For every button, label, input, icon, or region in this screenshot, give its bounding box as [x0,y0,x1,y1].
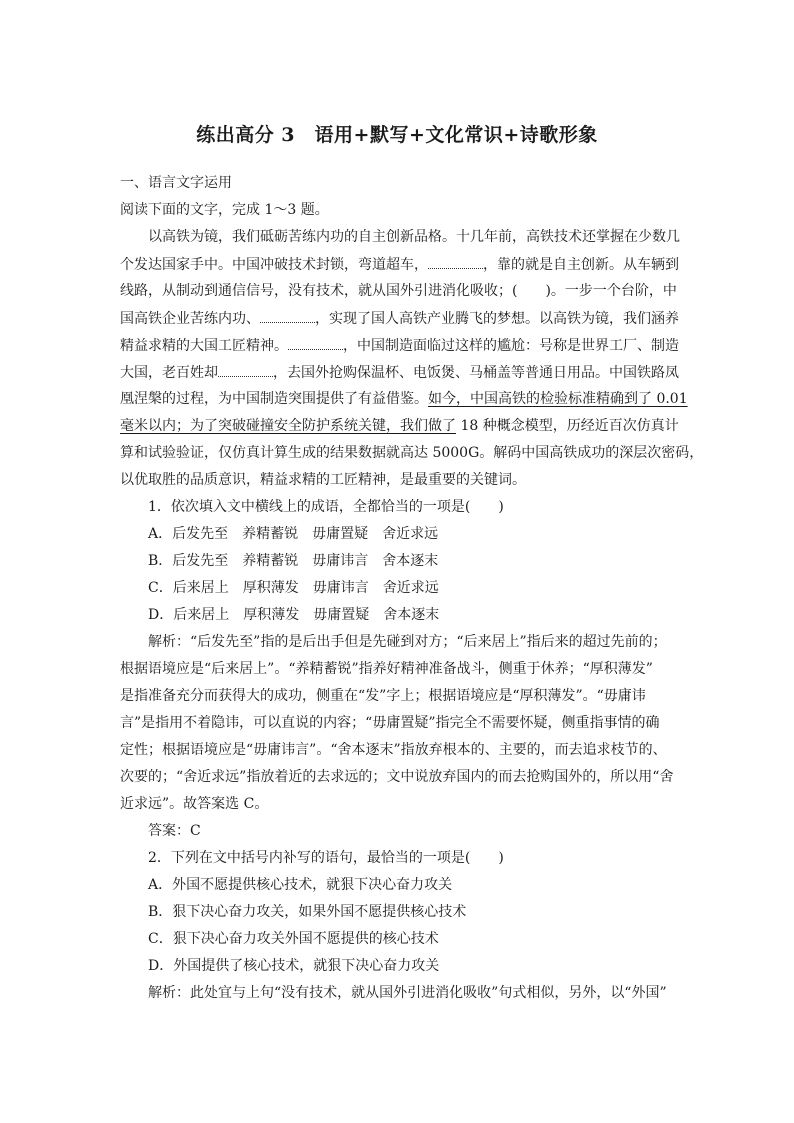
analysis-line: 定性；根据语境应是“毋庸讳言”。“舍本逐末”指放弃根本的、主要的，而去追求枝节的、 [120,742,667,758]
question-1 [120,494,676,845]
page-title: 练出高分 3 语用+默写+文化常识+诗歌形象 [196,124,598,146]
passage-line: 以优取胜的品质意识，精益求精的工匠精神，是最重要的关键词。 [120,472,526,488]
question-stem: 2．下列在文中括号内补写的语句，最恰当的一项是( ) [148,850,504,866]
analysis-line: 次要的；“舍近求远”指放着近的去求远的；文中说放弃国内的而去抢购国外的，所以用“舍 [120,769,674,785]
document-body [120,170,704,1007]
answer: 答案：C [148,823,201,839]
passage-line: 精益求精的大国工匠精神。 ，中国制造面临过这样的尴尬：号称是世界工厂、制造 [120,332,676,359]
option-d: D．外国提供了核心技术，就狠下决心奋力攻关 [148,958,440,974]
option-b: B．狠下决心奋力攻关，如果外国不愿提供核心技术 [148,904,467,920]
fill-blank [260,305,315,323]
analysis-line: 解析：“后发先至”指的是后出手但是先碰到对方；“后来居上”指后来的超过先前的； [148,634,667,650]
option-c: C．狠下决心奋力攻关外国不愿提供的核心技术 [148,931,439,947]
analysis-line: 是指准备充分而获得大的成功，侧重在“发”字上；根据语境应是“厚积薄发”。“毋庸讳 [120,688,646,704]
underlined-sentence: 毫米以内；为了突破碰撞安全防护系统关键，我们做了 [120,418,456,434]
passage [120,224,704,494]
analysis-line: 近求远”。故答案选 C。 [120,796,269,812]
option-a: A．外国不愿提供核心技术，就狠下决心奋力攻关 [148,877,453,893]
passage-line: 国高铁企业苦练内功、 ，实现了国人高铁产业腾飞的梦想。以高铁为镜，我们涵养 [120,305,676,332]
section-heading: 一、语言文字运用 [120,175,232,191]
fill-blank [218,359,273,377]
underlined-sentence: 如今，中国高铁的检验标准精确到了 0.01 [428,391,688,407]
question-2 [120,845,676,1007]
passage-line: 线路，从制动到通信信号，没有技术，就从国外引进消化吸收；( )。一步一个台阶，中 [120,283,677,299]
passage-line: 个发达国家手中。中国冲破技术封锁，弯道超车， ，靠的就是自主创新。从车辆到 [120,251,676,278]
passage-line: 算和试验验证，仅仿真计算生成的结果数据就高达 5000G。解码中国高铁成功的深层次密码， [120,445,704,461]
passage-line: 大国，老百姓却 ，去国外抢购保温杯、电饭煲、马桶盖等普通日用品。中国铁路凤 [120,359,676,386]
instruction: 阅读下面的文字，完成 1～3 题。 [120,202,329,218]
fill-blank [288,332,343,350]
question-stem: 1．依次填入文中横线上的成语，全都恰当的一项是( ) [148,499,504,515]
option-d: D．后来居上 厚积薄发 毋庸置疑 舍本逐末 [148,607,440,623]
passage-line: 毫米以内；为了突破碰撞安全防护系统关键，我们做了 18 种概念模型，历经近百次仿真计 [120,418,679,434]
analysis-line: 解析：此处宜与上句“没有技术，就从国外引进消化吸收”句式相似，另外，以“外国” [148,985,667,1001]
passage-line: 以高铁为镜，我们砥砺苦练内功的自主创新品格。十几年前，高铁技术还掌握在少数几 [148,229,680,245]
passage-line: 凰涅槃的过程，为中国制造突围提供了有益借鉴。如今，中国高铁的检验标准精确到了 0.01 [120,391,688,407]
analysis-line: 根据语境应是“后来居上”。“养精蓄锐”指养好精神准备战斗，侧重于休养；“厚积薄发” [120,661,653,677]
option-b: B．后发先至 养精蓄锐 毋庸讳言 舍本逐末 [148,553,439,569]
option-c: C．后来居上 厚积薄发 毋庸讳言 舍近求远 [148,580,439,596]
fill-blank [428,251,483,269]
option-a: A．后发先至 养精蓄锐 毋庸置疑 舍近求远 [148,526,439,542]
analysis-line: 言”是指用不着隐讳，可以直说的内容；“毋庸置疑”指完全不需要怀疑，侧重指事情的确 [120,715,660,731]
